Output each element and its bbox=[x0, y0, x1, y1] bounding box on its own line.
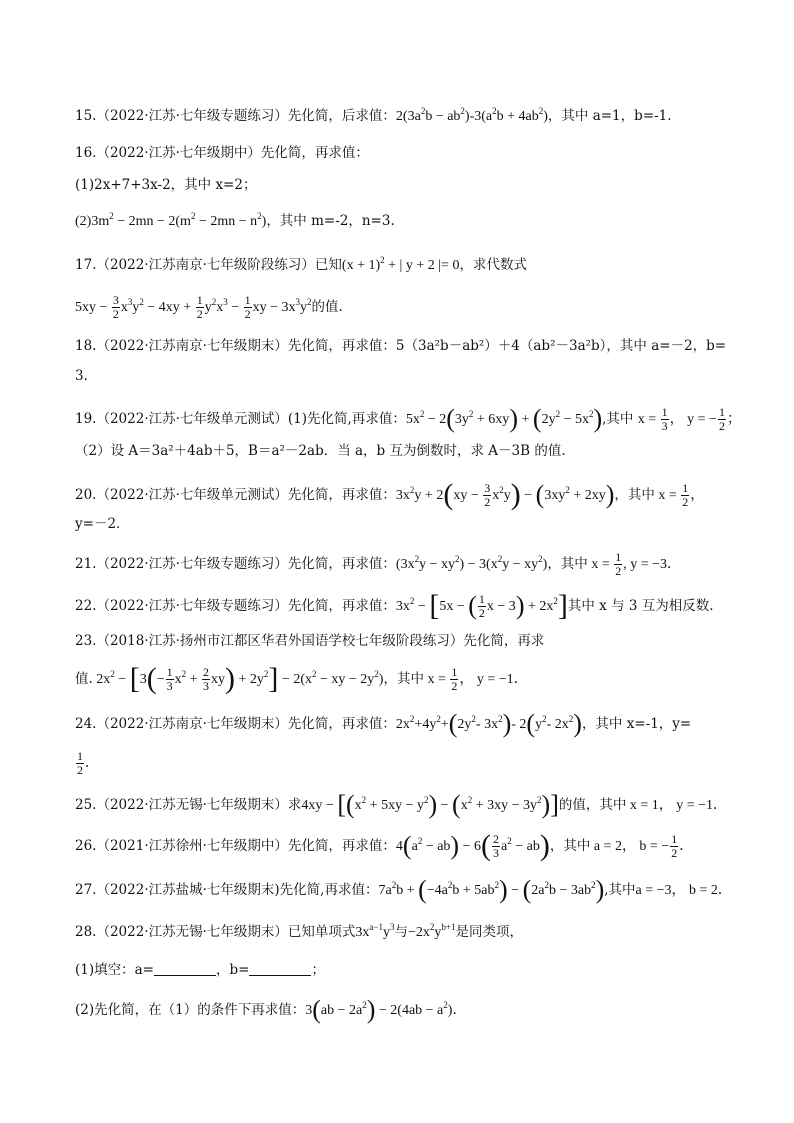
question-22: 22.（2022·江苏·七年级专题练习）先化简，再求值：$3x^2 - [5x$ − ( $\frac{1}{2}$ $x - 3) + 2x^2$]其中 x 与 3 互为相反数. bbox=[75, 589, 714, 622]
question-17-expression-line: 5xy − $\frac{3}{2}$ $x^3y^2 - 4xy$ + $\frac{1}{2}$ $y^2x^3$ − $\frac{1}{2}$ xy − $3x^3y^2$的值. bbox=[75, 293, 343, 322]
question-17: 17.（2022·江苏南京·七年级阶段练习）已知$(x + 1)^2$ + | y + 2 |= 0，求代数式 bbox=[75, 255, 527, 273]
q24-expression: $2x^2+4y^2+(2y^2-$ $3x^2)-$ $2(y^2-$ $2x^2$) bbox=[395, 709, 582, 738]
question-18-cont: 3. bbox=[75, 368, 88, 384]
q21-values: x = $\frac{1}{2}$ , y = −3． bbox=[587, 550, 682, 579]
question-19-part-2: （2）设 A＝3a²＋4ab＋5，B＝a²－2ab．当 a，b 互为倒数时，求 A－3B 的值. bbox=[75, 443, 566, 459]
q23-expression: $2x^2 - [3(-$ $\frac{1}{3}$ $x^2$ + $\frac{2}{3}$ $xy) + 2y^2] - 2(x^2$ − xy − $2y^2$) bbox=[92, 662, 384, 695]
question-24: 24.（2022·江苏南京·七年级期末）先化简，再求值：$2x^2+4y^2+(2y^2-$ $3x^2)-$ $2(y^2-$ $2x^2$)，其中 x=-1，y= bbox=[75, 709, 692, 738]
q19-values: x = $\frac{1}{3}$ ， y = − $\frac{1}{2}$ ； bbox=[637, 405, 741, 434]
question-16-part-1: (1)2x+7+3x-2，其中 x=2； bbox=[75, 177, 257, 193]
q23-values: x = $\frac{1}{2}$ ， y = −1． bbox=[423, 665, 528, 694]
q15-expression: $2(3a^2b - ab^2)-3(a^2b + 4ab^2)$ bbox=[395, 106, 548, 124]
question-20: 20.（2022·江苏·七年级单元测试）先化简，再求值：$3x^2y + 2(xy$ − $\frac{3}{2}$ $x^2y) - (3xy^2 + 2xy)$，其中 x = $\frac{1}{2}$ ， bbox=[75, 478, 705, 511]
question-20-cont: y=－2． bbox=[75, 516, 130, 532]
q16-expression: $(2)3m^2 - 2mn - 2(m^2 - 2mn - n^2)$ bbox=[75, 211, 267, 229]
q22-expression: $3x^2 - [5x$ − ( $\frac{1}{2}$ $x - 3) + 2x^2$] bbox=[395, 589, 568, 622]
q19-expression: $5x^2 - 2(3y^2 + 6xy) + (2y^2 - 5x^2)$ bbox=[405, 404, 603, 433]
q28-monomial-1: $3x^{a-1}y^3$ bbox=[355, 922, 395, 940]
question-23-expression-line: 值. $2x^2 - [3(-$ $\frac{1}{3}$ $x^2$ + $\frac{2}{3}$ $xy) + 2y^2] - 2(x^2$ − xy − $2y^2$)，其中 x = $\frac{1}{2}$ ， y = −1． bbox=[75, 662, 528, 695]
q25-expression: $4xy - [(x^2 + 5xy - y^2) - (x^2 + 3xy - 3y^2)]$ bbox=[301, 790, 559, 819]
question-24-cont: $\frac{1}{2}$ . bbox=[77, 749, 90, 778]
q28-monomial-2: $-2x^2y^{b+1}$ bbox=[408, 922, 456, 940]
question-21: 21.（2022·江苏·七年级专题练习）先化简，再求值：$(3x^2y - xy^2) - 3(x^2y - xy^2)$，其中 x = $\frac{1}{2}$ , y = −3． bbox=[75, 550, 682, 579]
question-15: 15.（2022·江苏·七年级专题练习）先化简，后求值：$2(3a^2b - ab^2)-3(a^2b + 4ab^2)$，其中 a=1，b=-1. bbox=[75, 106, 672, 124]
q27-expression: $7a^2b + (-4a^2b + 5ab^2) - (2a^2b - 3ab^2)$ bbox=[378, 875, 605, 904]
question-16-part-2: $(2)3m^2 - 2mn - 2(m^2 - 2mn - n^2)$，其中 m=-2，n=3. bbox=[75, 211, 395, 229]
question-23: 23.（2018·江苏·扬州市江都区华君外国语学校七年级阶段练习）先化简，再求 bbox=[75, 633, 545, 649]
q28-expression: $3(ab - 2a^2) - 2(4ab - a^2)$． bbox=[305, 995, 467, 1024]
q17-expression: 5xy − $\frac{3}{2}$ $x^3y^2 - 4xy$ + $\frac{1}{2}$ $y^2x^3$ − $\frac{1}{2}$ xy − $3x^3y^2$ bbox=[75, 293, 312, 322]
q24-y-value: $\frac{1}{2}$ bbox=[77, 749, 83, 778]
question-25: 25.（2022·江苏无锡·七年级期末）求$4xy - [(x^2 + 5xy - y^2) - (x^2 + 3xy - 3y^2)]$的值，其中 x = 1， y = −1． bbox=[75, 790, 728, 819]
q26-expression: $4(a^2 - ab) - 6$( $\frac{2}{3}$ $a^2 - ab$) bbox=[395, 829, 550, 862]
question-27: 27.（2022·江苏盐城·七年级期末)先化简,再求值：$7a^2b + (-4a^2b + 5ab^2) - (2a^2b - 3ab^2)$,其中a = −3， b = 2． bbox=[75, 875, 732, 904]
question-16: 16.（2022·江苏·七年级期中）先化简，再求值： bbox=[75, 145, 369, 161]
question-28: 28.（2022·江苏无锡·七年级期末）已知单项式$3x^{a-1}y^3$与$-2x^2y^{b+1}$是同类项， bbox=[75, 922, 523, 940]
answer-blank-a[interactable] bbox=[154, 961, 216, 976]
question-28-part-1: (1)填空：a= ，b= ； bbox=[75, 962, 325, 978]
q17-condition: $(x + 1)^2$ + | y + 2 |= 0 bbox=[341, 255, 460, 273]
q21-expression: $(3x^2y - xy^2) - 3(x^2y - xy^2)$ bbox=[395, 554, 548, 572]
q20-expression: $3x^2y + 2(xy$ − $\frac{3}{2}$ $x^2y) - (3xy^2 + 2xy)$ bbox=[395, 478, 615, 511]
q20-x-value: x = $\frac{1}{2}$ ， bbox=[654, 481, 705, 510]
q27-values: a = −3， b = 2． bbox=[635, 883, 732, 898]
question-28-part-2: (2)先化简，在（1）的条件下再求值：$3(ab - 2a^2) - 2(4ab - a^2)$． bbox=[75, 995, 467, 1024]
q26-values: a = 2， b = − $\frac{1}{2}$ ． bbox=[590, 832, 694, 861]
question-26: 26.（2021·江苏徐州·七年级期中）先化简，再求值：$4(a^2 - ab) - 6$( $\frac{2}{3}$ $a^2 - ab$)，其中 a = 2， b = − $\frac{1}{2}$ ． bbox=[75, 829, 694, 862]
question-18: 18.（2022·江苏南京·七年级期末）先化简，再求值：5（3a²b－ab²）＋4（ab²－3a²b），其中 a=－2，b= bbox=[75, 338, 727, 354]
q25-values: x = 1， y = −1． bbox=[626, 798, 728, 813]
question-19: 19.（2022·江苏·七年级单元测试）(1)先化简,再求值：$5x^2 - 2(3y^2 + 6xy) + (2y^2 - 5x^2)$,其中 x = $\frac{1}{3}$ ， y = − $\frac{1}{2}$ ； bbox=[75, 404, 741, 434]
answer-blank-b[interactable] bbox=[249, 961, 311, 976]
